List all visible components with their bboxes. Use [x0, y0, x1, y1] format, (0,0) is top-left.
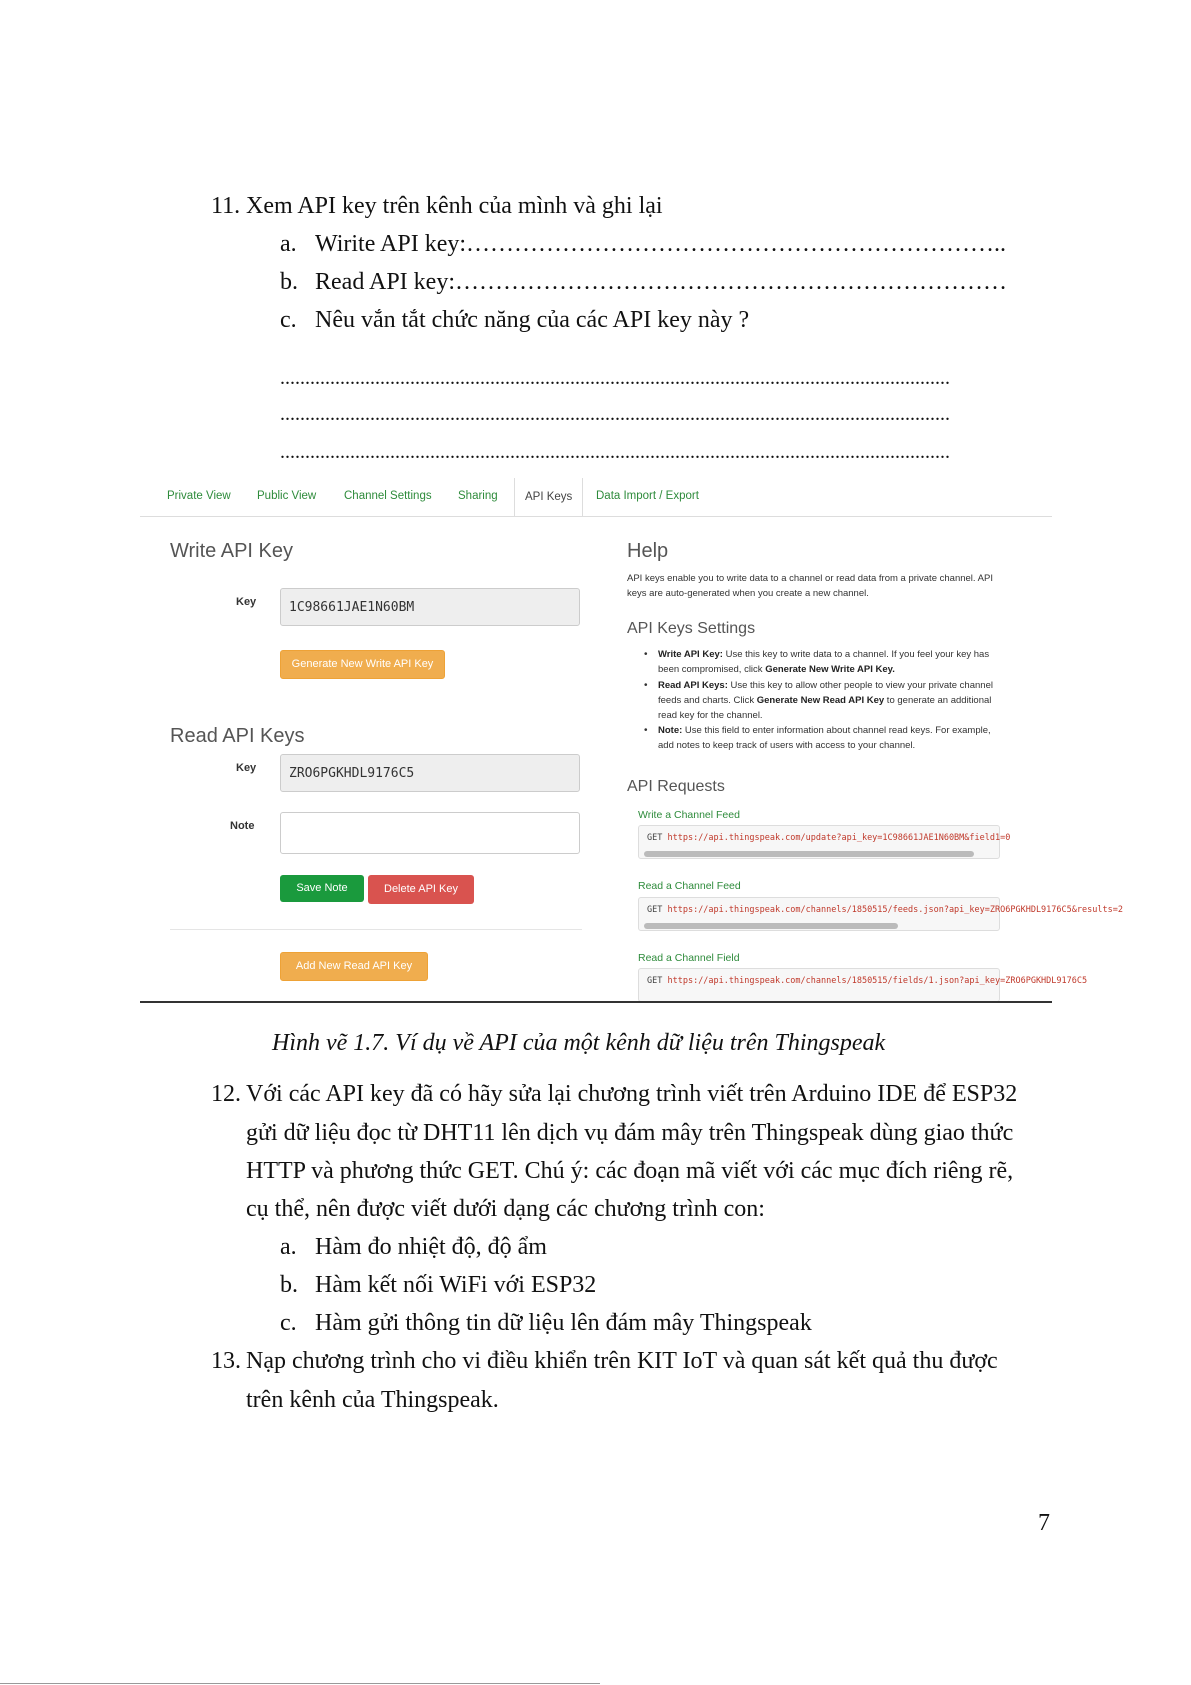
q13-line2: trên kênh của Thingspeak.	[246, 1387, 499, 1413]
read-key-label: Key	[236, 762, 257, 774]
write-channel-feed-request[interactable]: GET https://api.thingspeak.com/update?api_key=1C98661JAE1N60BM&field1=0	[638, 825, 1000, 859]
write-api-key-title: Write API Key	[170, 540, 294, 562]
q12-b-label: b.	[280, 1272, 298, 1298]
q11-b-label: b.	[280, 269, 298, 295]
note-label: Note	[230, 820, 255, 832]
q12-a-text: Hàm đo nhiệt độ, độ ẩm	[315, 1234, 547, 1260]
read-channel-feed-label: Read a Channel Feed	[638, 880, 741, 892]
delete-api-key-button[interactable]: Delete API Key	[368, 875, 474, 904]
add-read-key-button[interactable]: Add New Read API Key	[280, 952, 428, 981]
api-requests-title: API Requests	[627, 778, 725, 795]
tab-private-view[interactable]: Private View	[167, 490, 231, 502]
q12-c-text: Hàm gửi thông tin dữ liệu lên đám mây Thingspeak	[315, 1310, 812, 1336]
note-textarea[interactable]	[280, 812, 580, 854]
q12-a-label: a.	[280, 1234, 297, 1260]
q11-text: Xem API key trên kênh của mình và ghi lại	[246, 193, 663, 219]
footer-rule	[0, 1683, 600, 1684]
bullet-write-key: • Write API Key: Use this key to write data to a channel. If you feel your key has been compromised, click Generate New Write API Key.	[644, 649, 990, 675]
request1-scrollbar[interactable]	[644, 851, 974, 857]
read-api-key-field[interactable]: ZRO6PGKHDL9176C5	[280, 754, 580, 792]
bullet-read-keys: • Read API Keys: Use this key to allow other people to view your private channel feeds and charts. Click Generate New Read API Key to generate an additional read key for the channel.	[644, 680, 993, 721]
q11-a-label: a.	[280, 231, 297, 257]
q11-a-text: Wirite API key:…………………………………………………………..	[315, 231, 1007, 257]
q12-number: 12.	[211, 1081, 241, 1107]
answer-line-1: ......................................................................................................................................	[280, 367, 950, 389]
request2-scrollbar[interactable]	[644, 923, 898, 929]
read-channel-feed-request[interactable]: GET https://api.thingspeak.com/channels/1850515/feeds.json?api_key=ZRO6PGKHDL9176C5&results=2	[638, 897, 1000, 931]
help-text-line2: keys are auto-generated when you create a new channel.	[627, 588, 869, 599]
figure-bottom-rule	[140, 1001, 1052, 1003]
write-key-label: Key	[236, 596, 257, 608]
figure-caption: Hình vẽ 1.7. Ví dụ về API của một kênh dữ liệu trên Thingspeak	[272, 1030, 886, 1056]
help-text-line1: API keys enable you to write data to a channel or read data from a private channel. API	[627, 573, 993, 584]
answer-line-2: ......................................................................................................................................	[280, 403, 950, 425]
q12-b-text: Hàm kết nối WiFi với ESP32	[315, 1272, 597, 1298]
q11-c-text: Nêu vắn tắt chức năng của các API key này ?	[315, 307, 750, 333]
page-number: 7	[1038, 1510, 1050, 1536]
divider	[170, 929, 582, 930]
generate-write-key-button[interactable]: Generate New Write API Key	[280, 650, 445, 679]
tab-bar	[140, 478, 1052, 517]
write-api-key-field[interactable]: 1C98661JAE1N60BM	[280, 588, 580, 626]
save-note-button[interactable]: Save Note	[280, 875, 364, 902]
tab-api-keys[interactable]: API Keys	[514, 478, 583, 516]
write-channel-feed-label: Write a Channel Feed	[638, 809, 740, 821]
tab-channel-settings[interactable]: Channel Settings	[344, 490, 432, 502]
read-channel-field-label: Read a Channel Field	[638, 952, 740, 964]
q12-line2: gửi dữ liệu đọc từ DHT11 lên dịch vụ đám mây trên Thingspeak dùng giao thức	[246, 1120, 1014, 1146]
answer-line-3: ......................................................................................................................................	[280, 441, 950, 463]
thingspeak-screenshot	[140, 478, 1123, 1005]
q12-c-label: c.	[280, 1310, 297, 1336]
q12-line4: cụ thể, nên được viết dưới dạng các chương trình con:	[246, 1196, 765, 1222]
q11-number: 11.	[211, 193, 241, 219]
q11-c-label: c.	[280, 307, 297, 333]
bullet-note: • Note: Use this field to enter information about channel read keys. For example, add notes to keep track of users with access to your channel.	[644, 725, 991, 751]
q11-b-text: Read API key:……………………………………………………………	[315, 269, 1007, 295]
q13-number: 13.	[211, 1348, 241, 1374]
tab-sharing[interactable]: Sharing	[458, 490, 498, 502]
q12-line1: Với các API key đã có hãy sửa lại chương trình viết trên Arduino IDE để ESP32	[246, 1081, 1018, 1107]
q12-line3: HTTP và phương thức GET. Chú ý: các đoạn mã viết với các mục đích riêng rẽ,	[246, 1158, 1014, 1184]
q13-line1: Nạp chương trình cho vi điều khiển trên KIT IoT và quan sát kết quả thu được	[246, 1348, 998, 1374]
read-channel-field-request[interactable]: GET https://api.thingspeak.com/channels/1850515/fields/1.json?api_key=ZRO6PGKHDL9176C5	[638, 968, 1000, 1002]
read-api-keys-title: Read API Keys	[170, 725, 305, 747]
help-title: Help	[627, 540, 669, 562]
api-keys-settings-title: API Keys Settings	[627, 620, 756, 637]
tab-public-view[interactable]: Public View	[257, 490, 317, 502]
tab-data-import-export[interactable]: Data Import / Export	[596, 490, 699, 502]
